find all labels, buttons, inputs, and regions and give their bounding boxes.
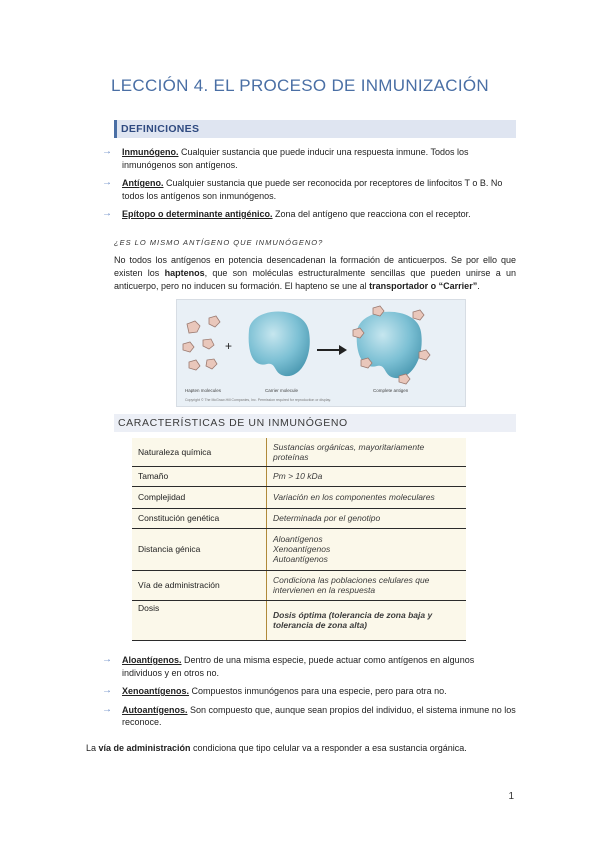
table-value: Pm > 10 kDa bbox=[267, 466, 467, 486]
table-key: Complejidad bbox=[132, 486, 267, 508]
arrow-right-icon: → bbox=[102, 654, 112, 665]
table-value: Aloantígenos Xenoantígenos Autoantígenos bbox=[267, 528, 467, 570]
table-row bbox=[132, 600, 466, 640]
paragraph-text: condiciona que tipo celular va a responder a esa sustancia orgánica. bbox=[190, 743, 467, 753]
table-value: Condiciona las poblaciones celulares que intervienen en la respuesta bbox=[267, 570, 467, 600]
haptenos-paragraph bbox=[114, 254, 516, 293]
antigen-types-list bbox=[100, 654, 516, 735]
via-administracion-term: vía de administración bbox=[98, 743, 191, 753]
page-number: 1 bbox=[508, 791, 514, 802]
table-key: Distancia génica bbox=[132, 528, 267, 570]
term-antigeno: Antígeno. bbox=[122, 178, 164, 188]
hapten-carrier-figure bbox=[176, 299, 466, 407]
question-heading: ¿ES LO MISMO ANTÍGENO QUE INMUNÓGENO? bbox=[114, 238, 324, 247]
closing-paragraph bbox=[86, 742, 516, 755]
definition-text: Cualquier sustancia que puede inducir una respuesta inmune. Todos los inmunógenos son antígenos. bbox=[122, 147, 469, 170]
arrow-right-icon: → bbox=[102, 703, 112, 715]
paragraph-text: No todos los antígenos en potencia desencadenan la formación de anticuerpos. Se por ello que existen los bbox=[114, 255, 516, 278]
definition-text: Zona del antígeno que reacciona con el receptor. bbox=[272, 209, 471, 219]
figure-label: Complete antigen bbox=[373, 388, 409, 393]
table-row bbox=[132, 508, 466, 528]
term-aloantigenos: Aloantígenos. bbox=[122, 655, 182, 665]
list-item bbox=[100, 704, 516, 729]
carrier-molecule bbox=[249, 312, 310, 377]
term-autoantigenos: Autoantígenos. bbox=[122, 704, 188, 715]
list-item bbox=[100, 208, 516, 221]
paragraph-text: , que son moléculas estructuralmente sencillas que pueden unirse a un anticuerpo, pero no inducen su formación. El hapteno se une al bbox=[114, 268, 516, 291]
arrow-right-icon: → bbox=[102, 177, 112, 188]
table-value: Determinada por el genotipo bbox=[267, 508, 467, 528]
table-value: Sustancias orgánicas, mayoritariamente proteínas bbox=[267, 438, 467, 466]
section-heading: CARACTERÍSTICAS DE UN INMUNÓGENO bbox=[118, 417, 348, 429]
plus-sign: + bbox=[225, 339, 233, 353]
carrier-term: transportador o “Carrier” bbox=[369, 281, 478, 291]
hapten-carrier-illustration bbox=[177, 300, 465, 406]
table-row bbox=[132, 466, 466, 486]
table-key: Naturaleza química bbox=[132, 438, 267, 466]
term-xenoantigenos: Xenoantígenos. bbox=[122, 686, 190, 696]
table-key: Tamaño bbox=[132, 466, 267, 486]
definition-text: Son compuesto que, aunque sean propios del individuo, el sistema inmune no los reconoce. bbox=[122, 704, 516, 727]
figure-label: Hapten molecules bbox=[185, 388, 222, 393]
paragraph-text: La bbox=[86, 743, 99, 753]
section-heading: DEFINICIONES bbox=[121, 123, 200, 135]
section-header-definiciones bbox=[114, 120, 516, 138]
table-value: Dosis óptima (tolerancia de zona baja y tolerancia de zona alta) bbox=[267, 600, 467, 640]
arrow-right-icon: → bbox=[102, 685, 112, 696]
term-inmunogeno: Inmunógeno. bbox=[122, 147, 179, 157]
list-item bbox=[100, 146, 516, 171]
arrow-head-icon bbox=[339, 345, 347, 355]
table-row bbox=[132, 570, 466, 600]
list-item bbox=[100, 177, 516, 202]
figure-copyright: Copyright © The McGraw-Hill Companies, Inc. Permission required for reproduction or display. bbox=[185, 398, 332, 402]
definition-text: Cualquier sustancia que puede ser reconocida por receptores de linfocitos T o B. No todos los antígenos son inmunógenos. bbox=[122, 178, 503, 201]
arrow-right-icon: → bbox=[102, 146, 112, 157]
term-epitopo: Epítopo o determinante antigénico. bbox=[122, 209, 273, 219]
figure-label: Carrier molecule bbox=[265, 388, 299, 393]
table-row bbox=[132, 486, 466, 508]
list-item bbox=[100, 654, 516, 679]
paragraph-text: . bbox=[477, 281, 480, 291]
table-key: Dosis bbox=[132, 600, 267, 640]
table-key: Vía de administración bbox=[132, 570, 267, 600]
complete-antigen bbox=[357, 312, 422, 378]
hapten-molecules bbox=[183, 316, 220, 370]
page-title: LECCIÓN 4. EL PROCESO DE INMUNIZACIÓN bbox=[111, 76, 489, 95]
table-value: Variación en los componentes moleculares bbox=[267, 486, 467, 508]
table-row bbox=[132, 438, 466, 466]
table-key: Constitución genética bbox=[132, 508, 267, 528]
definitions-list bbox=[100, 146, 516, 227]
list-item bbox=[100, 685, 516, 698]
caracteristicas-table bbox=[132, 438, 466, 641]
arrow-right-icon: → bbox=[102, 208, 112, 219]
haptenos-term: haptenos bbox=[164, 268, 205, 278]
definition-text: Dentro de una misma especie, puede actuar como antígenos en algunos individuos y en otros no. bbox=[122, 655, 475, 678]
definition-text: Compuestos inmunógenos para una especie, pero para otra no. bbox=[189, 686, 447, 696]
table-row bbox=[132, 528, 466, 570]
section-header-caracteristicas bbox=[114, 414, 516, 432]
